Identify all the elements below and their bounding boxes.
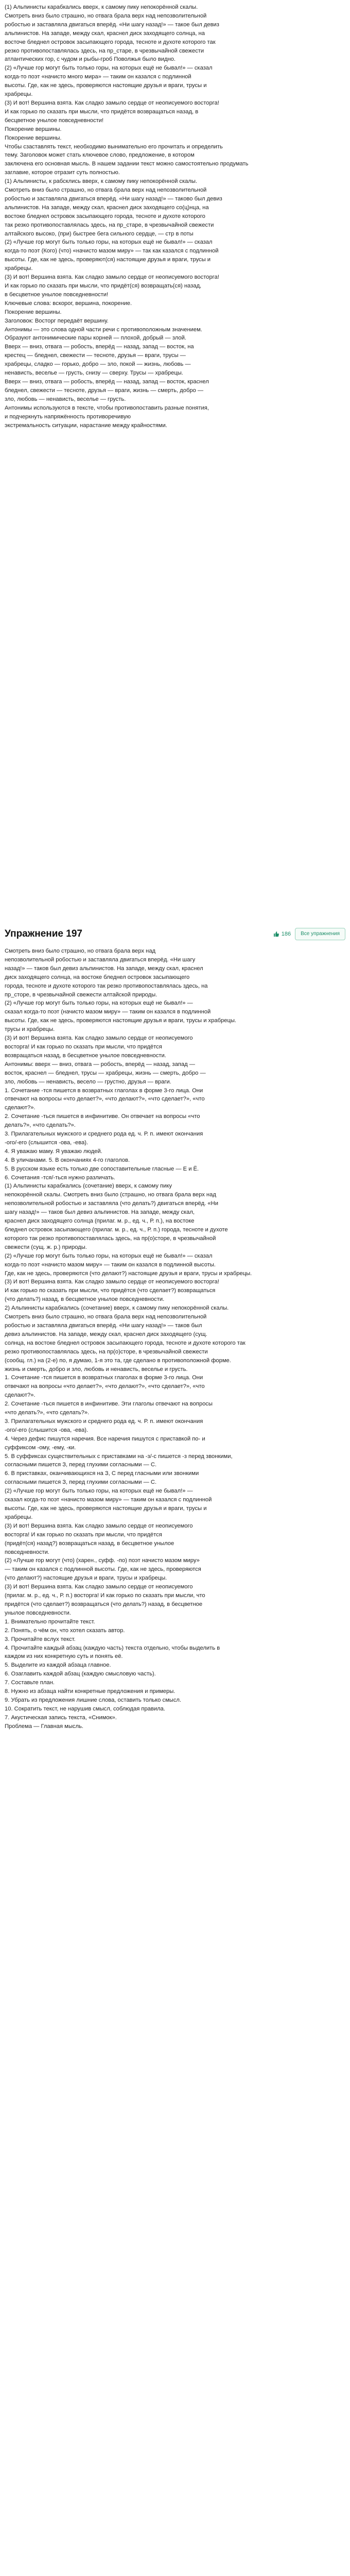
text-line: восторга! И как горько по сказать при мысли, что придётся [5,1531,162,1538]
text-line: назад!» — таков был девиз альпинистов. На западе, между скал, краснел [5,965,203,972]
text-line: бесцветное унылое повседневности! [5,117,104,124]
text-line: высоты. Где, как не здесь, проверяются настоящие друзья и враги, трусы и [5,82,207,89]
text-line: суффиксом -ому, -ему, -ки. [5,1444,76,1451]
text-line: 3. Прилагательных мужского и среднего рода ед. ч. Р. п. имеют окончания [5,1418,203,1425]
text-line: Образуют антонимические пары корней — плохой, добрый — злой. [5,335,186,342]
text-line: свежести (сущ. ж. р.) природы. [5,1244,87,1250]
text-line: (сообщ. гл.) на (2-е) по, я думаю, 1-я это та, где сделано в противоположной форме. [5,1357,231,1364]
text-line: делать?», «что сделать?». [5,1122,76,1129]
text-line: (2) «Лучше гор могут быть только горы, на которых ещё не бывал!» — [5,1488,193,1495]
text-line: каждом из них конкретную суть и понять её. [5,1653,123,1660]
exercise-header-1 [5,925,345,943]
text-line: Вверх — вниз, отвага — робость, вперёд — назад, запад — восток, на [5,344,194,350]
text-line: 1. Внимательно прочитайте текст. [5,1618,95,1625]
text-line: 9. Убрать из предложения лишние слова, оставить только смысл. [5,1697,182,1703]
text-line: Антонимы: вверх — вниз, отвага — робость, вперёд — назад, запад — [5,1061,195,1067]
text-line: сказал когда-то поэт «начисто мазом миру» — таким он казался с подлинной [5,1497,212,1503]
text-line: 4. Через дефис пишутся наречия. Все наречия пишутся с приставкой по- и [5,1435,205,1442]
text-line: Покорение вершины. [5,134,62,141]
text-line: девиз альпинистов. На западе, между скал, краснел диск заходящего (сущ. [5,1331,207,1337]
text-line: Смотреть вниз было страшно, но отвага брала верх над непозволительной [5,1314,207,1320]
text-line: экстремальность ситуации, нарастание между крайностями. [5,422,167,429]
text-line: пр_сторе, в чрезвычайной свежести алтайской природы. [5,991,157,998]
text-line: (придёт(ся) назад?) возвращаться назад, в бесцветное унылое [5,1540,174,1547]
text-line: придётся (что сделает?) возвращаться (что делать?) назад, в бесцветное [5,1601,203,1607]
text-line: 6. Озаглавить каждой абзац (каждую смысловую часть). [5,1671,156,1677]
text-line: так резко противопоставлялась здесь, на пр_старе, в чрезвычайной свежести [5,222,214,228]
text-line: Чтобы сзаставлять текст, необходимо вынимательно его прочитать и определить [5,143,223,150]
text-line: (что делают?) настоящие друзья и враги, трусы и храбрецы. [5,1575,167,1582]
text-line: солнца, на востоке бледнел островок засыпающего города, тесноте и духоте которого так [5,1340,246,1346]
text-line: — таким он казался с подлинной высоты. Где, как не здесь, проверяются [5,1566,201,1573]
text-line: 5. В суффиксах существительных с приставками на -з/-с пишется -з перед звонкими, [5,1453,233,1460]
text-line: алтайского высоко, (при) быстрее бега сильного сердце, — стр в поты [5,230,194,237]
text-line: 2) Альпинисты карабкались (сочетание) вверх, к самому пику непокорённой скалы. [5,1305,229,1312]
text-line: шагу назад!» — таков был девиз альпинистов. На западе, между скал, [5,1209,195,1216]
text-line: восток, краснел — бледнел, трусы — храбрецы, жизнь — смерть, добро — [5,1070,206,1076]
text-line: непозволительной робостью и заставляла двигаться вперёд. «Ни шагу [5,956,196,963]
text-line: отвечают на вопросы «что делает?», «что делают?», «что сделает?», «что [5,1383,205,1390]
text-line: альпинистов. На западе, между скал, краснел диск заходящего солнца, на [5,30,205,37]
text-line: 7. Акустическая запись текста, «Снимок». [5,1714,117,1721]
text-line: повседневности. [5,1549,50,1555]
text-line: резко противопоставлялась здесь, на пр_старе, в чрезвычайной свежести [5,47,204,54]
text-line: храбрецы. [5,91,33,98]
text-line: 6. Сочетания -тся/-ться нужно различать. [5,1174,115,1181]
text-line: краснел диск заходящего солнца (прилаг. м. р., ед. ч., Р. п.), на востоке [5,1218,195,1225]
text-line: 3. Прилагательных мужского и среднего рода ед. ч. Р. п. имеют окончания [5,1131,203,1138]
text-line: бледнел островок засыпающего (прилаг. м. р., ед. ч., Р. п.) города, тесноте и духоте [5,1227,228,1233]
text-line: Заголовок: Восторг передаёт вершину. [5,317,109,324]
text-line: (1) Альпинисты карабкались вверх, к самому пику непокорённой скалы. [5,4,198,10]
text-line: «что делать?», «что сделать?». [5,1410,90,1416]
text-line: Антонимы используются в тексте, чтобы противопоставить разные понятия, [5,404,209,411]
text-line: когда-то поэт (Кого) (что) «начисто мазом миру» — так как казался с подлинной [5,248,219,255]
text-line: (2) «Лучше гор могут (что) (харен., суфф. -по) поэт начисто мазом миру» [5,1557,200,1564]
text-line: трусы и храбрецы. [5,1026,55,1033]
text-line: 1. Сочетание -тся пишется в возвратных глаголах в форме 3-го лица. Они [5,1375,203,1381]
text-line: бледнел, свежести — тесноте, друзья — враги, жизнь — смерть, добро — [5,387,204,394]
text-line: Смотреть вниз было страшно, но отвага брала верх над непозволительной [5,187,207,194]
text-line: непокорённой скалы. Смотреть вниз было (страшно, но отвага брала верх над [5,1192,216,1198]
text-line: Антонимы — это слова одной части речи с противоположным значением. [5,326,202,333]
text-line: 4. В уличанами. 5. В окончаниях 4-го глаголов. [5,1157,130,1163]
text-line: восторга! И как горько по сказать при мысли, что придётся [5,1043,162,1050]
text-line: Ключевые слова: вскорог, вершина, покорение. [5,300,132,307]
text-line: Смотреть вниз было страшно, но отвага брала верх над [5,948,156,954]
text-line: согласными пишется З, перед глухими согласными — С. [5,1479,157,1486]
thumb-up-icon [273,931,279,937]
text-line: Вверх — вниз, отвага — робость, вперёд — назад, запад — восток, краснел [5,378,209,385]
header-actions [273,928,345,940]
text-line: отвечают на вопросы «что делает?», «что делают?», «что сделает?», «что [5,1096,205,1103]
text-line: Покорение вершины. [5,126,62,132]
likes-counter[interactable] [273,930,291,939]
text-line: 7. Составьте план. [5,1680,55,1686]
text-line: робостью и заставляла двигаться вперёд. «Ни шагу назад!» — таков был [5,1322,202,1329]
text-line: 6. В приставках, оканчивающихся на З, С перед гласными или звонкими [5,1470,199,1477]
text-line: (3) И вот! Вершина взята. Как сладко замыло сердце от неописуемого восторга! [5,99,219,106]
text-line: Смотреть вниз было страшно, но отвага брала верх над непозволительной [5,12,207,19]
text-line: (2) «Лучше гор могут быть только горы, на которых ещё не бывал!» — [5,1000,193,1007]
text-line: храбрецы. [5,1514,33,1520]
text-line: тему. Заголовок может стать ключевое слово, предложение, в котором [5,152,195,159]
text-line: согласными пишется З, перед глухими согласными — С. [5,1462,157,1468]
text-line: 4. Прочитайте каждый абзац (каждую часть) текста отдельно, чтобы выделить в [5,1645,220,1651]
text-line: города, тесноте и духоте которого так резко противопоставлялась здесь, на [5,982,208,989]
text-line: заключена его основная мысль. В нашем задании текст можно самостоятельно продумать [5,161,249,167]
text-line: альпинистов. На западе, между скал, краснел диск заходящего со(ц)нца, на [5,204,209,211]
text-line: (2) «Лучше гор могут быть только горы, на которых ещё не бывал!» — сказал [5,1252,213,1259]
text-line: (3) И вот! Вершина взята. Как сладко замыло сердце от неописуемого восторга! [5,274,219,281]
text-line: -ого/-его (слышится -ова, -ева). [5,1427,89,1433]
text-line: непозволительной робостью и заставляла (что делать?) двигаться вперёд. «Ни [5,1200,218,1207]
text-line: (прилаг. м. р., ед. ч., Р. п.) восторга! И как горько по сказать при мысли, что [5,1592,205,1599]
text-line: ненависть, веселье — грусть, снизу — сверху. Трусы — храбрецы. [5,370,183,377]
text-line: высоты. Где, как не здесь, проверяют(ся) настоящие друзья и враги, трусы и [5,257,211,263]
text-line: 8. Нужно из абзаца найти конкретные предложения и примеры. [5,1688,176,1695]
exercise-title: Упражнение 197 [5,928,82,939]
text-line: (3) И вот! Вершина взята. Как сладко замыло сердце от неописуемого [5,1522,193,1529]
text-line: крестец — бледнел, свежести — тесноте, друзья — враги, трусы — [5,352,186,359]
text-line: (что делать?) назад, в бесцветное унылое повседневности. [5,1296,165,1303]
text-line: (3) И вот! Вершина взята. Как сладко замыло сердце от неописуемого восторга! [5,1279,219,1285]
text-line: возвращаться назад, в бесцветное унылое повседневности. [5,1052,166,1059]
text-line: (1) Альпинисты карабкались (сочетание) вверх, к самому пику [5,1183,172,1190]
text-line: Проблема — Главная мысль. [5,1723,83,1730]
text-line: в бесцветное унылое повседневности! [5,291,109,298]
text-line: унылое повседневности. [5,1609,72,1616]
text-line: И как горько по сказать при мысли, что придётся (что сделает?) возвращаться [5,1287,216,1294]
text-line: востоке бледнел островок засыпающего города, тесноте и духоте которого [5,213,205,219]
text-line: (3) И вот! Вершина взята. Как сладко замыло сердце от неописуемого [5,1584,193,1590]
text-line: Где, как не здесь, проверяются (что делают?) настоящие друзья и враги, трусы и храбрецы. [5,1270,252,1277]
text-line: 3. Прочитайте вслух текст. [5,1636,76,1642]
text-line: 4. Я уважаю маму. Я уважаю людей. [5,1148,102,1155]
text-line: (2) «Лучше гор могут быть только горы, на которых ещё не бывал!» — сказал [5,65,213,72]
text-line: 10. Сократить текст, не нарушив смысл, соблюдая правила. [5,1705,165,1712]
text-line: И как горько по сказать при мысли, что придёт(ся) возвращать(ся) назад, [5,283,202,289]
all-exercises-button[interactable]: Все упражнения [295,928,345,940]
text-line: робостью и заставляла двигаться вперёд. «Ни шагу назад!» — таково был девиз [5,195,222,202]
text-line: 2. Сочетание -ться пишется в инфинитиве. Он отвечает на вопросы «что [5,1113,200,1120]
text-line: зло, любовь — ненависть, весело — грустно, друзья — враги. [5,1078,171,1085]
text-line: когда-то поэт «начисто мазом миру» — таким он казался в подлинной высоты. [5,1261,216,1268]
text-section-2 [5,947,345,2576]
text-line: высоты. Где, как не здесь, проверяются настоящие друзья и враги, трусы и храбрецы. [5,1018,237,1024]
text-line: 1. Сочетание -тся пишется в возвратных глаголах в форме 3-го лица. Они [5,1087,203,1094]
text-line: сделают?». [5,1105,36,1111]
text-line: 2. Понять, о чём он, что хотел сказать автор. [5,1627,125,1634]
text-line: зло, любовь — ненависть, веселье — грусть. [5,396,126,402]
text-line: жизнь и смерть, добро и зло, любовь и ненависть, веселье и грусть. [5,1366,188,1372]
text-line: высоты. Где, как не здесь, проверяются настоящие друзья и враги, трусы и [5,1505,207,1512]
text-line: храбрецы. [5,265,33,272]
text-line: (2) «Лучше гор могут быть только горы, на которых ещё не бывал!» — сказал [5,239,213,246]
text-line: (1) Альпинисты, к рабсклись вверх, к самому пику непокорённой скалы. [5,178,198,185]
likes-count: 186 [281,930,291,937]
text-line: сказал когда-то поэт (начисто мазом миру» — таким он казался в подлинной [5,1009,211,1015]
text-line: храбрецы, сладко — горько, добро — зло, покой — жизнь, любовь — [5,361,191,368]
text-line: атлантических гор, с чудом и рыбы-гроб Поволжья было видно. [5,56,176,63]
text-line: восточе бледнел островок засыпающего города, тесноте и духоте которого так [5,39,216,45]
text-line: заглавие, которое отразит суть полностью. [5,170,120,176]
text-line: резко противопоставлялась здесь, на пр(о)сторе, в чрезвычайной свежести [5,1348,208,1355]
text-line: и подчеркнуть напряжённость противоречивую [5,413,131,420]
text-line: когда-то поэт «начисто много мира» — таким он казался с подлинной [5,74,191,80]
text-line: которого так резко противопоставлялась здесь, на пр(о)сторе, в чрезвычайной [5,1235,216,1242]
text-line: -ого/-его (слышится -ова, -ева). [5,1139,89,1146]
text-line: сделают?». [5,1392,36,1399]
text-line: робостью и заставляла двигаться вперёд. «Ни шагу назад!» — такое был девиз [5,21,219,28]
text-section-1 [5,3,345,920]
text-line: 2. Сочетание -ться пишется в инфинитиве. Эти глаголы отвечают на вопросы [5,1401,213,1408]
text-line: Покорение вершины. [5,309,62,315]
text-line: диск заходящего солнца, на востоке бледнел островок засыпающего [5,974,190,980]
text-line: (3) И вот! Вершина взята. Как сладко замыло сердце от неописуемого [5,1035,193,1042]
text-line: 5. Выделите из каждой абзаца главное. [5,1662,111,1669]
text-line: И как горько по сказать при мысли, что придётся возвращаться назад, в [5,108,199,115]
text-line: 5. В русском языке есть только две сопоставительные гласные — Е и Ё. [5,1165,199,1172]
